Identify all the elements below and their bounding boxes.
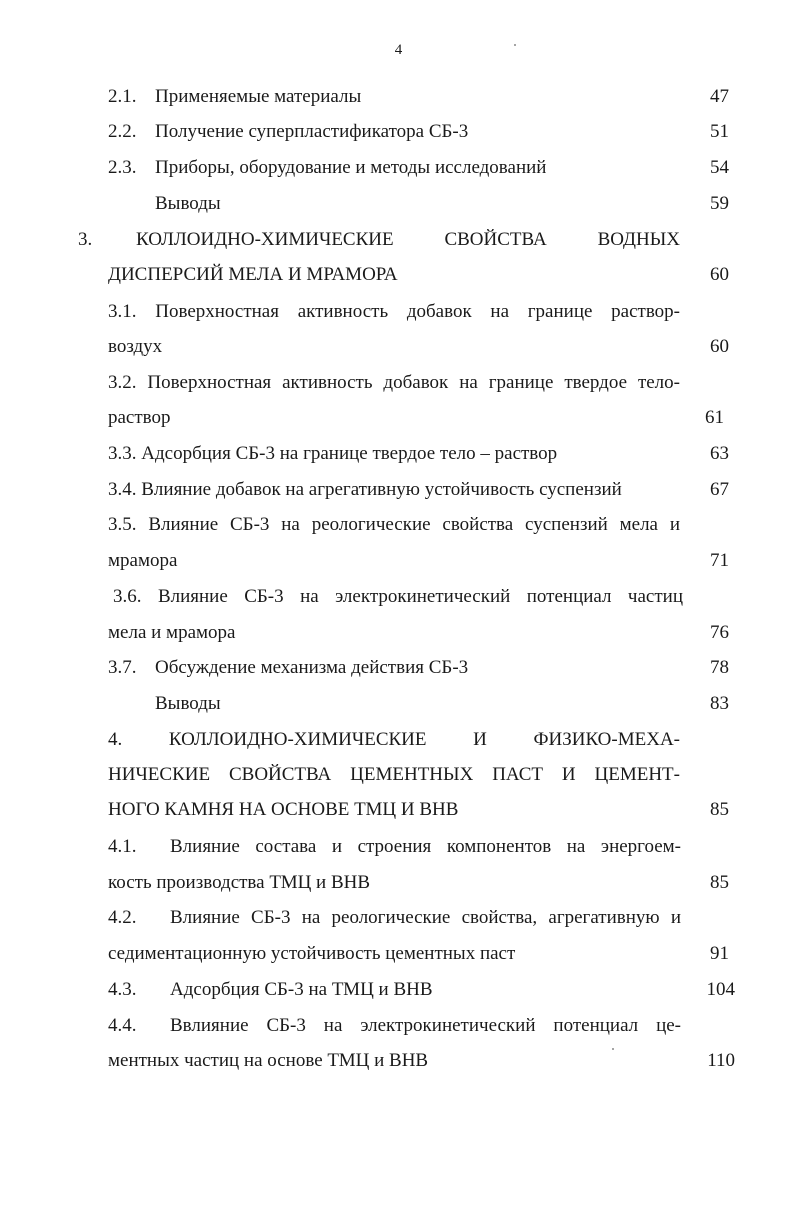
toc-page: 76 xyxy=(710,622,729,643)
toc-title: Получение суперпластификатора СБ-3 xyxy=(155,121,469,142)
toc-number: 2.1. xyxy=(108,86,137,107)
toc-title-line: 3.5. Влияние СБ-3 на реологические свойства суспензий мела и xyxy=(108,514,680,535)
toc-number: 4.3. xyxy=(108,979,137,1000)
toc-page: 51 xyxy=(710,121,729,142)
toc-title-line: НОГО КАМНЯ НА ОСНОВЕ ТМЦ И ВНВ xyxy=(108,799,459,820)
toc-title-line: 3.2. Поверхностная активность добавок на границе твердое тело- xyxy=(108,372,680,393)
toc-page: 104 xyxy=(706,979,735,1000)
toc-number: 3. xyxy=(78,229,93,250)
toc-page: 85 xyxy=(710,872,729,893)
scan-speck xyxy=(612,1048,614,1050)
toc-page: 63 xyxy=(710,443,729,464)
toc-page: 61 xyxy=(705,407,724,428)
toc-page: 59 xyxy=(710,193,729,214)
toc-page: 60 xyxy=(710,336,729,357)
toc-title: Выводы xyxy=(155,193,221,214)
toc-title-line: НИЧЕСКИЕ СВОЙСТВА ЦЕМЕНТНЫХ ПАСТ И ЦЕМЕНТ- xyxy=(108,764,680,785)
scan-speck xyxy=(514,44,516,46)
toc-number: 4.1. xyxy=(108,836,137,857)
toc-page: 47 xyxy=(710,86,729,107)
toc-page: 83 xyxy=(710,693,729,714)
toc-title-line: воздух xyxy=(108,336,163,357)
toc-title: Адсорбция СБ-3 на ТМЦ и ВНВ xyxy=(170,979,433,1000)
toc-number: 4.4. xyxy=(108,1015,137,1036)
toc-page: 54 xyxy=(710,157,729,178)
toc-title-line: КОЛЛОИДНО-ХИМИЧЕСКИЕ СВОЙСТВА ВОДНЫХ xyxy=(136,229,680,250)
toc-title-line: ДИСПЕРСИЙ МЕЛА И МРАМОРА xyxy=(108,264,398,285)
toc-title-line: раствор xyxy=(108,407,171,428)
toc-title-line: 4. КОЛЛОИДНО-ХИМИЧЕСКИЕ И ФИЗИКО-МЕХА- xyxy=(108,729,680,750)
toc-page: 67 xyxy=(710,479,729,500)
toc-title: Выводы xyxy=(155,693,221,714)
toc-page: 60 xyxy=(710,264,729,285)
toc-title: 3.3. Адсорбция СБ-3 на границе твердое тело – раствор xyxy=(108,443,558,464)
toc-number: 2.2. xyxy=(108,121,137,142)
toc-title: 3.4. Влияние добавок на агрегативную устойчивость суспензий xyxy=(108,479,622,500)
toc-number: 2.3. xyxy=(108,157,137,178)
toc-page: 71 xyxy=(710,550,729,571)
toc-title-line: седиментационную устойчивость цементных паст xyxy=(108,943,516,964)
toc-title-line: Влияние состава и строения компонентов на энергоем- xyxy=(170,836,681,857)
toc-number: 4.2. xyxy=(108,907,137,928)
toc-title-line: мела и мрамора xyxy=(108,622,236,643)
toc-number: 3.7. xyxy=(108,657,137,678)
toc-title: Применяемые материалы xyxy=(155,86,362,107)
toc-title-line: кость производства ТМЦ и ВНВ xyxy=(108,872,371,893)
toc-title-line: Влияние СБ-3 на реологические свойства, агрегативную и xyxy=(170,907,681,928)
toc-title: Обсуждение механизма действия СБ-3 xyxy=(155,657,469,678)
toc-title-line: Ввлияние СБ-3 на электрокинетический потенциал це- xyxy=(170,1015,681,1036)
toc-page: 85 xyxy=(710,799,729,820)
toc-title-line: 3.1. Поверхностная активность добавок на границе раствор- xyxy=(108,301,680,322)
toc-title: Приборы, оборудование и методы исследований xyxy=(155,157,547,178)
page-number: 4 xyxy=(394,42,403,58)
toc-page: 110 xyxy=(707,1050,735,1071)
toc-title-line: мрамора xyxy=(108,550,178,571)
toc-title-line: ментных частиц на основе ТМЦ и ВНВ xyxy=(108,1050,429,1071)
toc-page: 78 xyxy=(710,657,729,678)
toc-page: 91 xyxy=(710,943,729,964)
toc-title-line: 3.6. Влияние СБ-3 на электрокинетический потенциал частиц xyxy=(113,586,683,607)
